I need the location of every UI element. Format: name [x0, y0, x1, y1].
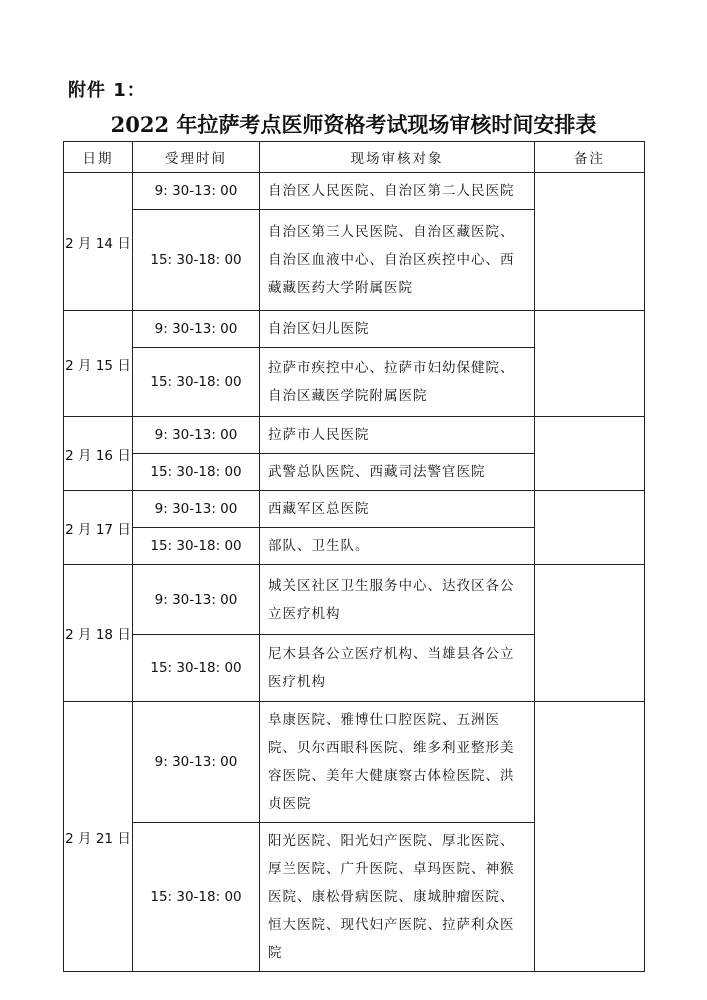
table-row	[64, 173, 645, 210]
date-cell: 2 月 14 日	[64, 173, 133, 311]
target-cell: 部队、卫生队。	[260, 528, 535, 565]
time-cell: 15: 30-18: 00	[133, 210, 260, 311]
target-cell: 武警总队医院、西藏司法警官医院	[260, 454, 535, 491]
time-cell: 9: 30-13: 00	[133, 491, 260, 528]
table-row	[64, 565, 645, 635]
note-cell	[535, 565, 645, 702]
header-time: 受理时间	[133, 142, 260, 173]
target-cell: 尼木县各公立医疗机构、当雄县各公立医疗机构	[260, 635, 535, 702]
time-cell: 9: 30-13: 00	[133, 565, 260, 635]
header-note: 备注	[535, 142, 645, 173]
time-cell: 9: 30-13: 00	[133, 311, 260, 348]
header-date: 日期	[64, 142, 133, 173]
time-cell: 9: 30-13: 00	[133, 417, 260, 454]
target-cell: 阳光医院、阳光妇产医院、厚北医院、厚兰医院、广升医院、卓玛医院、神猴医院、康松骨病医院、康城肿瘤医院、恒大医院、现代妇产医院、拉萨利众医院	[260, 823, 535, 972]
time-cell: 15: 30-18: 00	[133, 528, 260, 565]
table-row	[64, 491, 645, 528]
time-cell: 9: 30-13: 00	[133, 173, 260, 210]
time-cell: 15: 30-18: 00	[133, 454, 260, 491]
attachment-label: 附件 1：	[68, 80, 146, 101]
table-header-row	[64, 142, 645, 173]
target-cell: 自治区人民医院、自治区第二人民医院	[260, 173, 535, 210]
table-row	[64, 311, 645, 348]
header-target: 现场审核对象	[260, 142, 535, 173]
table-row	[64, 702, 645, 823]
time-cell: 15: 30-18: 00	[133, 823, 260, 972]
note-cell	[535, 311, 645, 417]
note-cell	[535, 417, 645, 491]
note-cell	[535, 173, 645, 311]
time-cell: 15: 30-18: 00	[133, 348, 260, 417]
note-cell	[535, 702, 645, 972]
target-cell: 城关区社区卫生服务中心、达孜区各公立医疗机构	[260, 565, 535, 635]
date-cell: 2 月 18 日	[64, 565, 133, 702]
target-cell: 自治区妇儿医院	[260, 311, 535, 348]
date-cell: 2 月 17 日	[64, 491, 133, 565]
target-cell: 自治区第三人民医院、自治区藏医院、自治区血液中心、自治区疾控中心、西藏藏医药大学附属医院	[260, 210, 535, 311]
document-title: 2022 年拉萨考点医师资格考试现场审核时间安排表	[110, 112, 597, 137]
schedule-table	[63, 141, 645, 972]
date-cell: 2 月 15 日	[64, 311, 133, 417]
table-row	[64, 417, 645, 454]
time-cell: 15: 30-18: 00	[133, 635, 260, 702]
date-cell: 2 月 16 日	[64, 417, 133, 491]
target-cell: 拉萨市人民医院	[260, 417, 535, 454]
target-cell: 拉萨市疾控中心、拉萨市妇幼保健院、自治区藏医学院附属医院	[260, 348, 535, 417]
date-cell: 2 月 21 日	[64, 702, 133, 972]
target-cell: 西藏军区总医院	[260, 491, 535, 528]
target-cell: 阜康医院、雅博仕口腔医院、五洲医院、贝尔西眼科医院、维多利亚整形美容医院、美年大健康察古体检医院、洪贞医院	[260, 702, 535, 823]
time-cell: 9: 30-13: 00	[133, 702, 260, 823]
note-cell	[535, 491, 645, 565]
